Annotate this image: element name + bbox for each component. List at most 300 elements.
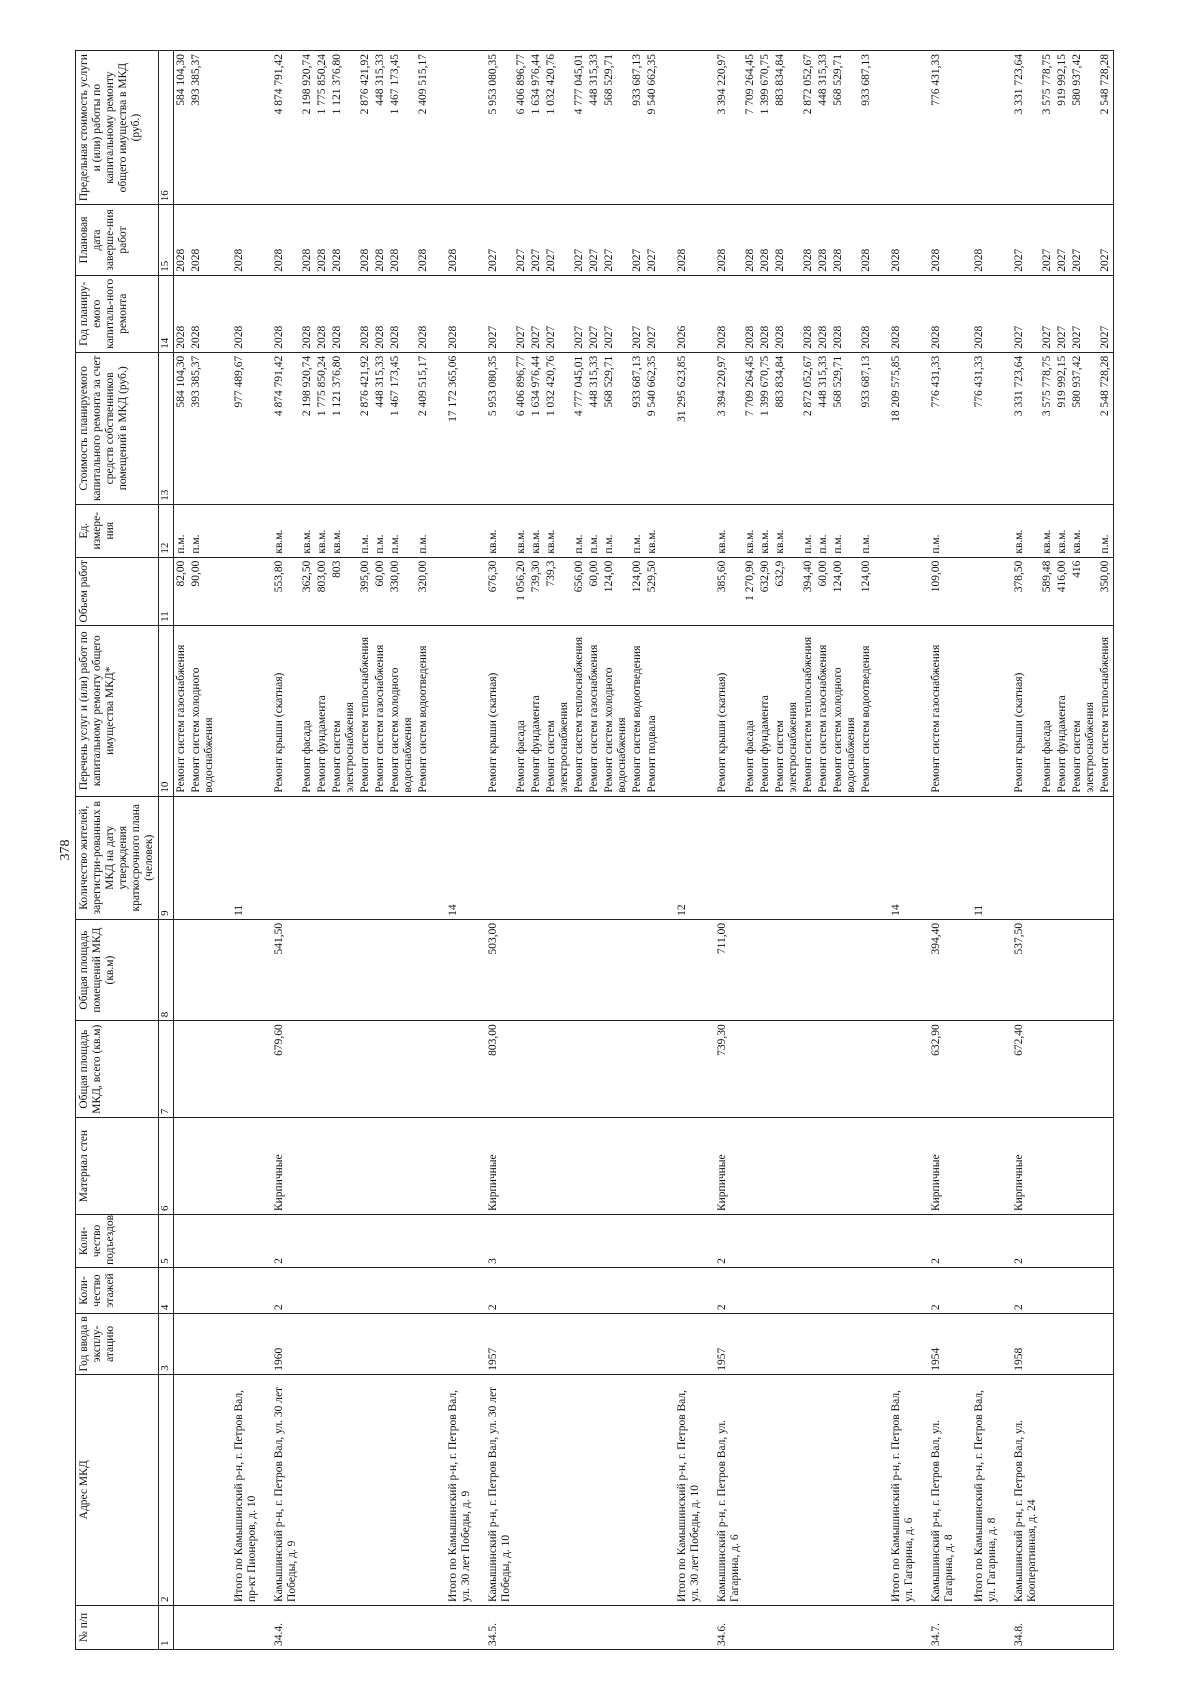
spacer-cell — [431, 1215, 443, 1268]
cell-col-7 — [801, 1021, 816, 1118]
cell-col-7 — [816, 1021, 831, 1118]
cell-col-8 — [630, 919, 645, 1020]
cell-col-8: 711,00 — [715, 919, 743, 1020]
spacer-cell — [217, 919, 229, 1020]
cell-col-13: 448 315,33 — [816, 352, 831, 504]
work-row — [416, 51, 431, 1650]
cell-col-11: 124,00 — [630, 557, 645, 625]
spacer-cell — [703, 275, 715, 352]
spacer-cell — [1000, 51, 1012, 205]
cell-col-9 — [645, 796, 660, 919]
cell-col-10: Ремонт крыши (скатная) — [1012, 625, 1040, 796]
work-row — [1070, 51, 1098, 1650]
spacer-cell — [957, 352, 969, 504]
cell-col-2 — [1098, 1374, 1114, 1605]
cell-col-5 — [388, 1215, 416, 1268]
cell-col-9 — [1012, 796, 1040, 919]
cell-col-4 — [373, 1267, 388, 1313]
spacer-cell — [1000, 1021, 1012, 1118]
work-row — [1040, 51, 1055, 1650]
cell-col-5 — [743, 1215, 758, 1268]
spacer-cell — [874, 1267, 886, 1313]
spacer-cell — [260, 352, 272, 504]
cell-col-10: Ремонт фундамента — [529, 625, 544, 796]
cell-col-1 — [859, 1605, 874, 1649]
cell-col-10: Ремонт систем газоснабжения — [373, 625, 388, 796]
cell-col-5 — [189, 1215, 217, 1268]
cell-col-1 — [672, 1605, 703, 1649]
spacer-cell — [260, 1021, 272, 1118]
spacer-cell — [957, 1215, 969, 1268]
cell-col-11: 529,50 — [645, 557, 660, 625]
cell-col-14: 2027 — [486, 275, 514, 352]
column-header-2: Адрес МКД — [76, 1374, 159, 1605]
cell-col-14: 2027 — [645, 275, 660, 352]
cell-col-14: 2027 — [587, 275, 602, 352]
cell-col-14: 2027 — [1040, 275, 1055, 352]
spacer-cell — [703, 557, 715, 625]
column-header-4: Коли-чество этажей — [76, 1267, 159, 1313]
cell-col-13: 2 409 515,17 — [416, 352, 431, 504]
cell-col-16: 7 709 264,45 — [743, 51, 758, 205]
spacer-cell — [1000, 1267, 1012, 1313]
work-row — [529, 51, 544, 1650]
column-number-16: 16 — [159, 51, 174, 205]
spacer-cell — [957, 504, 969, 557]
cell-col-5 — [831, 1215, 859, 1268]
cell-col-1 — [1055, 1605, 1070, 1649]
cell-col-14: 2027 — [602, 275, 630, 352]
cell-col-6 — [514, 1118, 529, 1215]
cell-col-15: 2028 — [189, 205, 217, 275]
spacer-cell — [431, 557, 443, 625]
cell-col-10: Ремонт крыши (скатная) — [486, 625, 514, 796]
cell-col-15: 2028 — [831, 205, 859, 275]
cell-col-9: 12 — [672, 796, 703, 919]
cell-col-13: 448 315,33 — [587, 352, 602, 504]
spacer-cell — [1000, 1118, 1012, 1215]
cell-col-14: 2027 — [1098, 275, 1114, 352]
cell-col-3 — [801, 1314, 816, 1375]
cell-col-12: п.м. — [929, 504, 957, 557]
cell-col-1 — [886, 1605, 917, 1649]
cell-col-10: Ремонт систем холодного водоснабжения — [189, 625, 217, 796]
cell-col-4 — [174, 1267, 190, 1313]
column-header-12: Ед. измере-ния — [76, 504, 159, 557]
work-row — [388, 51, 416, 1650]
spacer-cell — [917, 1215, 929, 1268]
spacer-cell — [1000, 275, 1012, 352]
cell-col-9 — [831, 796, 859, 919]
work-row — [743, 51, 758, 1650]
spacer-cell — [957, 51, 969, 205]
cell-col-9 — [773, 796, 801, 919]
cell-col-7 — [587, 1021, 602, 1118]
spacer-cell — [260, 1605, 272, 1649]
cell-col-6 — [1070, 1118, 1098, 1215]
spacer-cell — [260, 796, 272, 919]
cell-col-9 — [330, 796, 358, 919]
cell-col-13: 31 295 623,85 — [672, 352, 703, 504]
spacer-cell — [431, 1021, 443, 1118]
cell-col-11: 124,00 — [859, 557, 874, 625]
cell-col-5 — [969, 1215, 1000, 1268]
cell-col-16 — [443, 51, 474, 205]
spacer-cell — [217, 796, 229, 919]
column-number-10: 10 — [159, 625, 174, 796]
cell-col-3 — [859, 1314, 874, 1375]
cell-col-11 — [969, 557, 1000, 625]
cell-col-2 — [358, 1374, 373, 1605]
cell-col-5 — [587, 1215, 602, 1268]
cell-col-13: 776 431,33 — [969, 352, 1000, 504]
cell-col-10: Ремонт фасада — [743, 625, 758, 796]
cell-col-13: 6 406 896,77 — [514, 352, 529, 504]
cell-col-13: 883 834,84 — [773, 352, 801, 504]
work-row — [514, 51, 529, 1650]
cell-col-14: 2027 — [544, 275, 572, 352]
cell-col-1 — [602, 1605, 630, 1649]
cell-col-15: 2027 — [544, 205, 572, 275]
cell-col-1 — [831, 1605, 859, 1649]
cell-col-4 — [816, 1267, 831, 1313]
cell-col-11: 320,00 — [416, 557, 431, 625]
cell-col-10: Ремонт систем электроснабжения — [773, 625, 801, 796]
cell-col-7 — [229, 1021, 260, 1118]
cell-col-6 — [602, 1118, 630, 1215]
cell-col-7 — [443, 1021, 474, 1118]
cell-col-14: 2028 — [929, 275, 957, 352]
column-header-10: Перечень услуг и (или) работ по капитальному ремонту общего имущества МКД* — [76, 625, 159, 796]
work-row — [315, 51, 330, 1650]
spacer-cell — [1000, 1605, 1012, 1649]
cell-col-4 — [587, 1267, 602, 1313]
column-number-5: 5 — [159, 1215, 174, 1268]
cell-col-5 — [1055, 1215, 1070, 1268]
cell-col-9 — [1098, 796, 1114, 919]
cell-col-11: 350,00 — [1098, 557, 1114, 625]
cell-col-1 — [315, 1605, 330, 1649]
spacer-cell — [1000, 352, 1012, 504]
cell-col-7 — [1055, 1021, 1070, 1118]
cell-col-4 — [743, 1267, 758, 1313]
cell-col-8 — [743, 919, 758, 1020]
cell-col-12: кв.м. — [330, 504, 358, 557]
cell-col-16: 4 777 045,01 — [572, 51, 587, 205]
spacer-row — [917, 51, 929, 1650]
spacer-cell — [260, 205, 272, 275]
total-row — [969, 51, 1000, 1650]
cell-col-6 — [758, 1118, 773, 1215]
cell-col-12: п.м. — [358, 504, 373, 557]
cell-col-1 — [443, 1605, 474, 1649]
cell-col-4 — [801, 1267, 816, 1313]
cell-col-15: 2027 — [1012, 205, 1040, 275]
cell-col-9: 14 — [886, 796, 917, 919]
cell-col-2: Камышинский р-н, г. Петров Вал, ул. 30 лет Победы, д. 9 — [272, 1374, 300, 1605]
cell-col-2 — [300, 1374, 315, 1605]
column-header-13: Стоимость планируемого капитального ремонта за счет средств собственников помещений в МКД (руб.) — [76, 352, 159, 504]
cell-col-16: 2 876 421,92 — [358, 51, 373, 205]
cell-col-3: 1954 — [929, 1314, 957, 1375]
cell-col-13: 18 209 575,85 — [886, 352, 917, 504]
spacer-cell — [217, 51, 229, 205]
cell-col-11: 739,3 — [544, 557, 572, 625]
cell-col-14: 2028 — [443, 275, 474, 352]
spacer-cell — [703, 625, 715, 796]
cell-col-3 — [602, 1314, 630, 1375]
cell-col-15: 2028 — [373, 205, 388, 275]
spacer-cell — [660, 1021, 672, 1118]
cell-col-5: 2 — [929, 1215, 957, 1268]
cell-col-8 — [1098, 919, 1114, 1020]
cell-col-5 — [300, 1215, 315, 1268]
cell-col-10: Ремонт крыши (скатная) — [715, 625, 743, 796]
cell-col-6 — [1040, 1118, 1055, 1215]
cell-col-7 — [416, 1021, 431, 1118]
cell-col-15: 2028 — [443, 205, 474, 275]
cell-col-9 — [816, 796, 831, 919]
cell-col-14: 2028 — [715, 275, 743, 352]
cell-col-1 — [630, 1605, 645, 1649]
column-header-5: Коли-чество подъездов — [76, 1215, 159, 1268]
cell-col-16 — [672, 51, 703, 205]
cell-col-14: 2028 — [816, 275, 831, 352]
cell-col-12: кв.м. — [743, 504, 758, 557]
cell-col-13: 4 777 045,01 — [572, 352, 587, 504]
cell-col-5 — [416, 1215, 431, 1268]
spacer-cell — [474, 352, 486, 504]
cell-col-3 — [572, 1314, 587, 1375]
cell-col-9 — [1070, 796, 1098, 919]
cell-col-7 — [831, 1021, 859, 1118]
cell-col-4 — [1055, 1267, 1070, 1313]
cell-col-7: 672,40 — [1012, 1021, 1040, 1118]
cell-col-5: 2 — [272, 1215, 300, 1268]
cell-col-5 — [358, 1215, 373, 1268]
cell-col-14: 2028 — [886, 275, 917, 352]
cell-col-8 — [672, 919, 703, 1020]
cell-col-2: Итого по Камышинский р-н, г. Петров Вал, ул. Гагарина, д. 6 — [886, 1374, 917, 1605]
cell-col-16: 3 394 220,97 — [715, 51, 743, 205]
cell-col-8 — [174, 919, 190, 1020]
cell-col-11: 1 056,20 — [514, 557, 529, 625]
cell-col-16: 919 992,15 — [1055, 51, 1070, 205]
spacer-cell — [431, 205, 443, 275]
spacer-cell — [917, 557, 929, 625]
cell-col-6 — [373, 1118, 388, 1215]
spacer-cell — [957, 625, 969, 796]
column-number-6: 6 — [159, 1118, 174, 1215]
column-number-14: 14 — [159, 275, 174, 352]
cell-col-10: Ремонт систем водоотведения — [859, 625, 874, 796]
cell-col-5 — [1040, 1215, 1055, 1268]
spacer-cell — [703, 1374, 715, 1605]
cell-col-14: 2028 — [373, 275, 388, 352]
spacer-cell — [431, 504, 443, 557]
column-header-15: Плановая дата заверше-ния работ — [76, 205, 159, 275]
cell-col-6 — [443, 1118, 474, 1215]
work-row — [358, 51, 373, 1650]
cell-col-15: 2028 — [969, 205, 1000, 275]
cell-col-16: 1 467 173,45 — [388, 51, 416, 205]
column-number-8: 8 — [159, 919, 174, 1020]
cell-col-10: Ремонт систем водоотведения — [630, 625, 645, 796]
spacer-cell — [431, 1605, 443, 1649]
cell-col-14: 2027 — [1055, 275, 1070, 352]
cell-col-8 — [886, 919, 917, 1020]
cell-col-15: 2027 — [1040, 205, 1055, 275]
spacer-cell — [917, 1605, 929, 1649]
cell-col-9: 14 — [443, 796, 474, 919]
cell-col-7 — [544, 1021, 572, 1118]
cell-col-9 — [315, 796, 330, 919]
spacer-cell — [660, 1605, 672, 1649]
spacer-cell — [431, 625, 443, 796]
cell-col-12: п.м. — [816, 504, 831, 557]
cell-col-3 — [416, 1314, 431, 1375]
column-number-15: 15 — [159, 205, 174, 275]
spacer-cell — [874, 1314, 886, 1375]
cell-col-7: 803,00 — [486, 1021, 514, 1118]
cell-col-14: 2027 — [572, 275, 587, 352]
cell-col-4 — [1098, 1267, 1114, 1313]
cell-col-1 — [1098, 1605, 1114, 1649]
spacer-cell — [874, 51, 886, 205]
cell-col-16 — [969, 51, 1000, 205]
cell-col-10 — [886, 625, 917, 796]
cell-col-1 — [373, 1605, 388, 1649]
cell-col-9 — [758, 796, 773, 919]
cell-col-2 — [758, 1374, 773, 1605]
cell-col-12: кв.м. — [1055, 504, 1070, 557]
cell-col-14: 2026 — [672, 275, 703, 352]
spacer-cell — [874, 1374, 886, 1605]
cell-col-13: 5 953 080,35 — [486, 352, 514, 504]
cell-col-3 — [514, 1314, 529, 1375]
cell-col-3 — [330, 1314, 358, 1375]
spacer-cell — [474, 205, 486, 275]
cell-col-15: 2027 — [529, 205, 544, 275]
cell-col-7 — [645, 1021, 660, 1118]
cell-col-6 — [330, 1118, 358, 1215]
spacer-row — [431, 51, 443, 1650]
cell-col-5: 2 — [1012, 1215, 1040, 1268]
cell-col-13: 1 634 976,44 — [529, 352, 544, 504]
column-number-1: 1 — [159, 1605, 174, 1649]
cell-col-5 — [1070, 1215, 1098, 1268]
cell-col-1 — [174, 1605, 190, 1649]
work-row — [544, 51, 572, 1650]
cell-col-16: 1 775 850,24 — [315, 51, 330, 205]
cell-col-7 — [743, 1021, 758, 1118]
work-row — [831, 51, 859, 1650]
spacer-cell — [874, 1118, 886, 1215]
spacer-cell — [957, 1021, 969, 1118]
cell-col-10: Ремонт систем водоотведения — [416, 625, 431, 796]
cell-col-9 — [1040, 796, 1055, 919]
cell-col-8 — [831, 919, 859, 1020]
spacer-cell — [1000, 625, 1012, 796]
cell-col-9 — [859, 796, 874, 919]
spacer-cell — [217, 557, 229, 625]
cell-col-15: 2027 — [645, 205, 660, 275]
spacer-cell — [260, 919, 272, 1020]
work-row — [859, 51, 874, 1650]
cell-col-8: 541,50 — [272, 919, 300, 1020]
cell-col-11 — [443, 557, 474, 625]
spacer-cell — [260, 504, 272, 557]
cell-col-9: 11 — [969, 796, 1000, 919]
cell-col-6 — [816, 1118, 831, 1215]
cell-col-5 — [773, 1215, 801, 1268]
cell-col-5 — [886, 1215, 917, 1268]
cell-col-11: 416 — [1070, 557, 1098, 625]
cell-col-2 — [587, 1374, 602, 1605]
cell-col-2: Итого по Камышинский р-н, г. Петров Вал, ул. 30 лет Победы, д. 10 — [672, 1374, 703, 1605]
cell-col-15: 2028 — [315, 205, 330, 275]
cell-col-16: 3 331 723,64 — [1012, 51, 1040, 205]
cell-col-1 — [587, 1605, 602, 1649]
spacer-cell — [431, 51, 443, 205]
cell-col-2: Итого по Камышинский р-н, г. Петров Вал, пр-кт Пионеров, д. 10 — [229, 1374, 260, 1605]
cell-col-2 — [831, 1374, 859, 1605]
spacer-row — [957, 51, 969, 1650]
total-row — [886, 51, 917, 1650]
cell-col-7 — [672, 1021, 703, 1118]
cell-col-7 — [300, 1021, 315, 1118]
cell-col-4: 2 — [486, 1267, 514, 1313]
spacer-cell — [874, 1605, 886, 1649]
cell-col-7 — [1040, 1021, 1055, 1118]
cell-col-3 — [587, 1314, 602, 1375]
cell-col-5 — [816, 1215, 831, 1268]
cell-col-10 — [969, 625, 1000, 796]
cell-col-14: 2028 — [330, 275, 358, 352]
cell-col-7: 632,90 — [929, 1021, 957, 1118]
cell-col-10: Ремонт фасада — [514, 625, 529, 796]
building-row — [272, 51, 300, 1650]
spacer-cell — [917, 796, 929, 919]
cell-col-4 — [544, 1267, 572, 1313]
cell-col-16: 9 540 662,35 — [645, 51, 660, 205]
cell-col-9 — [373, 796, 388, 919]
spacer-cell — [1000, 1374, 1012, 1605]
cell-col-12: п.м. — [831, 504, 859, 557]
spacer-cell — [474, 1215, 486, 1268]
cell-col-12 — [443, 504, 474, 557]
cell-col-2 — [330, 1374, 358, 1605]
cell-col-12: п.м. — [1098, 504, 1114, 557]
cell-col-9 — [416, 796, 431, 919]
cell-col-16: 1 399 670,75 — [758, 51, 773, 205]
cell-col-9 — [587, 796, 602, 919]
cell-col-8 — [358, 919, 373, 1020]
cell-col-12: кв.м. — [315, 504, 330, 557]
cell-col-14: 2028 — [388, 275, 416, 352]
cell-col-10 — [229, 625, 260, 796]
cell-col-5 — [572, 1215, 587, 1268]
cell-col-11: 803,00 — [315, 557, 330, 625]
cell-col-8 — [229, 919, 260, 1020]
cell-col-13: 1 399 670,75 — [758, 352, 773, 504]
spacer-cell — [874, 205, 886, 275]
cell-col-8 — [572, 919, 587, 1020]
spacer-cell — [217, 205, 229, 275]
cell-col-13: 3 575 778,75 — [1040, 352, 1055, 504]
spacer-row — [217, 51, 229, 1650]
cell-col-6 — [587, 1118, 602, 1215]
